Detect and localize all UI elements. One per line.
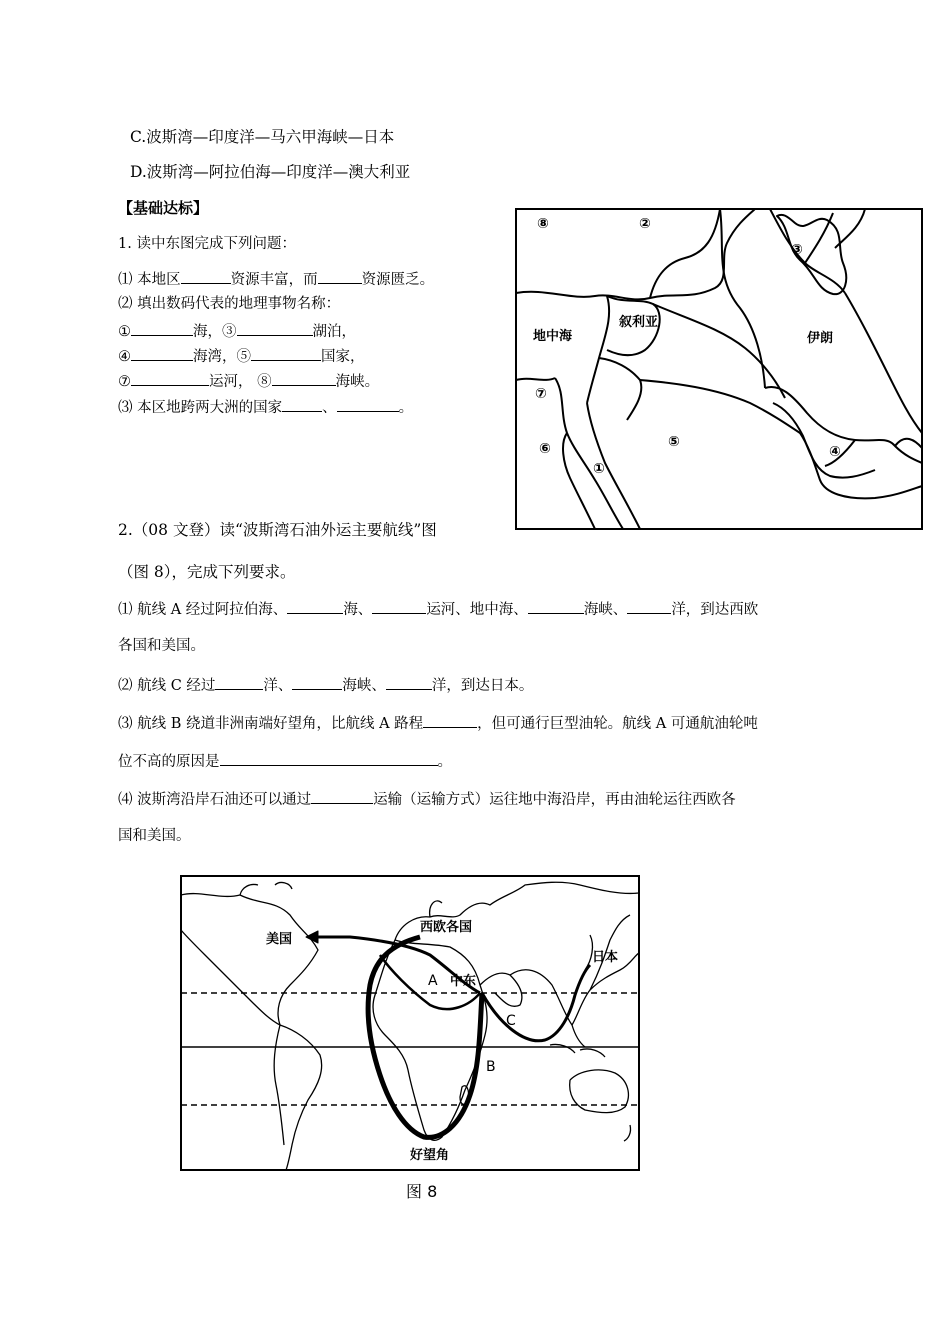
blank[interactable] xyxy=(131,345,193,361)
map-number-6: ⑥ xyxy=(539,441,551,457)
q1-row2: ④ 海湾，⑤ 国家， xyxy=(118,345,365,367)
q2-title: 2.（08 文登）读“波斯湾石油外运主要航线”图 xyxy=(118,521,437,539)
blank[interactable] xyxy=(282,396,322,412)
q1-row1: ① 海，③ 湖泊， xyxy=(118,320,356,342)
blank[interactable] xyxy=(272,370,336,386)
q1-part3: ⑶ 本区地跨两大洲的国家 、 。 xyxy=(118,396,413,418)
q2-part4: ⑷ 波斯湾沿岸石油还可以通过 运输（运输方式）运往地中海沿岸，再由油轮运往西欧各 xyxy=(118,788,736,810)
blank[interactable] xyxy=(251,345,321,361)
q1-part1: ⑴ 本地区 资源丰富，而 资源匮乏。 xyxy=(118,268,434,290)
blank[interactable] xyxy=(386,674,432,690)
route-b-label: B xyxy=(486,1059,496,1075)
option-c: C.波斯湾—印度洋—马六甲海峡—日本 xyxy=(130,128,395,146)
blank[interactable] xyxy=(220,750,438,766)
q2-part3-cont: 位不高的原因是 。 xyxy=(118,750,452,772)
route-c-label: C xyxy=(506,1013,516,1029)
map-label-mediterranean: 地中海 xyxy=(533,329,573,344)
q2-part1: ⑴ 航线 A 经过阿拉伯海、 海、 运河、地中海、 海峡、 洋，到达西欧 xyxy=(118,598,758,620)
map-label-usa: 美国 xyxy=(266,932,293,947)
map-label-middle-east: 中东 xyxy=(450,974,477,989)
blank[interactable] xyxy=(318,268,362,284)
q2-part1-cont: 各国和美国。 xyxy=(118,638,205,654)
map-number-2: ② xyxy=(639,216,651,232)
q1-part2: ⑵ 填出数码代表的地理事物名称： xyxy=(118,296,341,312)
blank[interactable] xyxy=(528,598,584,614)
section-title: 【基础达标】 xyxy=(118,199,209,217)
middle-east-map xyxy=(515,208,923,530)
blank[interactable] xyxy=(131,320,193,336)
map-label-syria: 叙利亚 xyxy=(619,315,659,330)
q2-title-cont: （图 8），完成下列要求。 xyxy=(118,563,296,581)
blank[interactable] xyxy=(292,674,342,690)
map-number-5: ⑤ xyxy=(668,434,680,450)
oil-route-map xyxy=(180,875,640,1171)
q1-row3: ⑦ 运河， ⑧ 海峡。 xyxy=(118,370,379,392)
route-a-label: A xyxy=(428,973,438,989)
q2-part4-cont: 国和美国。 xyxy=(118,828,191,844)
q2-part3: ⑶ 航线 B 绕道非洲南端好望角，比航线 A 路程 ，但可通行巨型油轮。航线 A 可通航油轮吨 xyxy=(118,712,758,734)
blank[interactable] xyxy=(311,788,373,804)
blank[interactable] xyxy=(215,674,263,690)
blank[interactable] xyxy=(237,320,313,336)
blank[interactable] xyxy=(131,370,209,386)
blank[interactable] xyxy=(627,598,671,614)
map-number-3: ③ xyxy=(791,242,803,258)
blank[interactable] xyxy=(423,712,477,728)
map-label-japan: 日本 xyxy=(592,950,619,965)
map-label-cape: 好望角 xyxy=(410,1148,450,1163)
map-number-8: ⑧ xyxy=(537,216,549,232)
map-label-iran: 伊朗 xyxy=(807,331,834,346)
map-number-7: ⑦ xyxy=(535,386,547,402)
map-number-4: ④ xyxy=(829,444,841,460)
blank[interactable] xyxy=(287,598,343,614)
q1-title: 1. 读中东图完成下列问题： xyxy=(118,236,296,252)
blank[interactable] xyxy=(181,268,231,284)
blank[interactable] xyxy=(337,396,399,412)
q2-part2: ⑵ 航线 C 经过 洋、 海峡、 洋，到达日本。 xyxy=(118,674,533,696)
blank[interactable] xyxy=(372,598,426,614)
figure-caption: 图 8 xyxy=(406,1182,438,1201)
map-label-western-europe: 西欧各国 xyxy=(420,920,473,935)
option-d: D.波斯湾—阿拉伯海—印度洋—澳大利亚 xyxy=(130,163,411,181)
map-number-1: ① xyxy=(593,461,605,477)
